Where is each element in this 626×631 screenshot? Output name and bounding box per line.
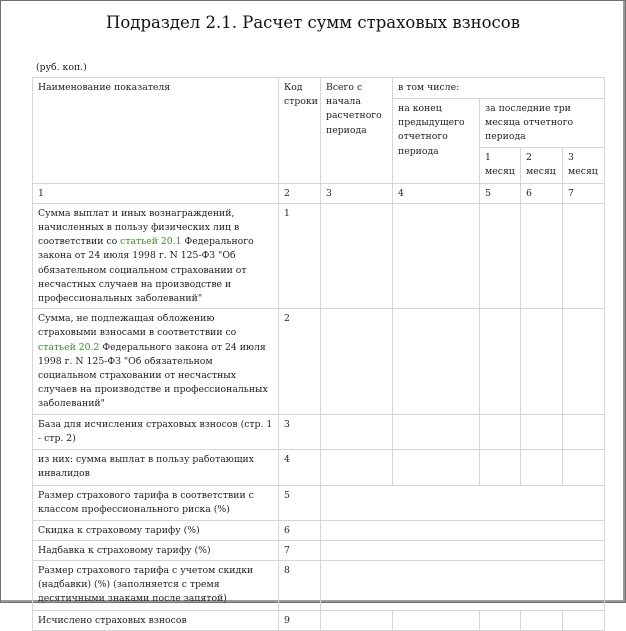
value-cell[interactable] [321, 611, 393, 631]
header-last-three-months: за последние три месяца отчетного периода [480, 99, 605, 148]
units-note: (руб. коп.) [36, 62, 87, 73]
law-article-link[interactable]: статьей 20.1 [120, 236, 182, 248]
code-cell: 1 [279, 203, 321, 308]
indicator-cell: Исчислено страховых взносов [33, 611, 279, 631]
indicator-cell: из них: сумма выплат в пользу работающих инвалидов [33, 449, 279, 485]
column-number: 5 [480, 183, 521, 203]
value-cell-merged[interactable] [321, 485, 605, 520]
table-row [33, 309, 605, 414]
value-cell[interactable] [563, 309, 605, 414]
table-row [33, 561, 605, 611]
table-row [33, 449, 605, 485]
value-cell[interactable] [521, 309, 563, 414]
code-cell: 6 [279, 520, 321, 540]
value-cell[interactable] [393, 309, 480, 414]
value-cell[interactable] [563, 449, 605, 485]
code-cell: 5 [279, 485, 321, 520]
header-month-1: 1 месяц [480, 147, 521, 183]
column-number: 1 [33, 183, 279, 203]
header-code: Код строки [279, 78, 321, 184]
header-total: Всего с начала расчетного периода [321, 78, 393, 184]
value-cell[interactable] [321, 203, 393, 308]
indicator-cell: Скидка к страховому тарифу (%) [33, 520, 279, 540]
value-cell[interactable] [480, 449, 521, 485]
value-cell[interactable] [321, 414, 393, 449]
header-month-2: 2 месяц [521, 147, 563, 183]
value-cell[interactable] [480, 309, 521, 414]
indicator-cell: Сумма, не подлежащая обложению страховыми взносами в соответствии со статьей 20.2 Федерального закона от 24 июля 1998 г. N 125-ФЗ "Об обязательном социальном страховании от несчастных случаев на производстве и профессиональных заболеваний" [33, 309, 279, 414]
value-cell[interactable] [521, 449, 563, 485]
header-including: в том числе: [393, 78, 605, 99]
indicator-cell: База для исчисления страховых взносов (стр. 1 - стр. 2) [33, 414, 279, 449]
indicator-cell: Размер страхового тарифа в соответствии с классом профессионального риска (%) [33, 485, 279, 520]
indicator-cell: Размер страхового тарифа с учетом скидки (надбавки) (%) (заполняется с тремя десятичными знаками после запятой) [33, 561, 279, 611]
value-cell-merged[interactable] [321, 561, 605, 611]
value-cell[interactable] [521, 414, 563, 449]
value-cell[interactable] [393, 203, 480, 308]
header-end-prev-period: на конец предыдущего отчетного периода [393, 99, 480, 184]
indicator-cell: Сумма выплат и иных вознаграждений, начисленных в пользу физических лиц в соответствии со статьей 20.1 Федерального закона от 24 июля 1998 г. N 125-ФЗ "Об обязательном социальном страховании от несчастных случаев на производстве и профессиональных заболеваний" [33, 203, 279, 308]
value-cell[interactable] [521, 203, 563, 308]
value-cell-merged[interactable] [321, 520, 605, 540]
code-cell: 9 [279, 611, 321, 631]
value-cell[interactable] [480, 203, 521, 308]
table-row [33, 540, 605, 560]
column-number: 7 [563, 183, 605, 203]
value-cell[interactable] [480, 611, 521, 631]
code-cell: 3 [279, 414, 321, 449]
column-number: 2 [279, 183, 321, 203]
table-row [33, 485, 605, 520]
law-article-link[interactable]: статьей 20.2 [38, 341, 100, 353]
value-cell[interactable] [321, 309, 393, 414]
code-cell: 2 [279, 309, 321, 414]
value-cell[interactable] [393, 449, 480, 485]
header-indicator-name: Наименование показателя [33, 78, 279, 184]
value-cell[interactable] [563, 611, 605, 631]
indicator-cell: Надбавка к страховому тарифу (%) [33, 540, 279, 560]
column-number: 4 [393, 183, 480, 203]
table-row [33, 520, 605, 540]
value-cell[interactable] [480, 414, 521, 449]
table-row [33, 414, 605, 449]
code-cell: 7 [279, 540, 321, 560]
calculation-table [32, 77, 605, 631]
value-cell[interactable] [321, 449, 393, 485]
value-cell[interactable] [393, 611, 480, 631]
code-cell: 4 [279, 449, 321, 485]
value-cell[interactable] [563, 203, 605, 308]
table-row [33, 611, 605, 631]
column-number: 3 [321, 183, 393, 203]
header-month-3: 3 месяц [563, 147, 605, 183]
column-number-row [33, 183, 605, 203]
code-cell: 8 [279, 561, 321, 611]
value-cell-merged[interactable] [321, 540, 605, 560]
section-title: Подраздел 2.1. Расчет сумм страховых взносов [105, 13, 520, 32]
column-number: 6 [521, 183, 563, 203]
table-row [33, 203, 605, 308]
value-cell[interactable] [521, 611, 563, 631]
value-cell[interactable] [393, 414, 480, 449]
value-cell[interactable] [563, 414, 605, 449]
